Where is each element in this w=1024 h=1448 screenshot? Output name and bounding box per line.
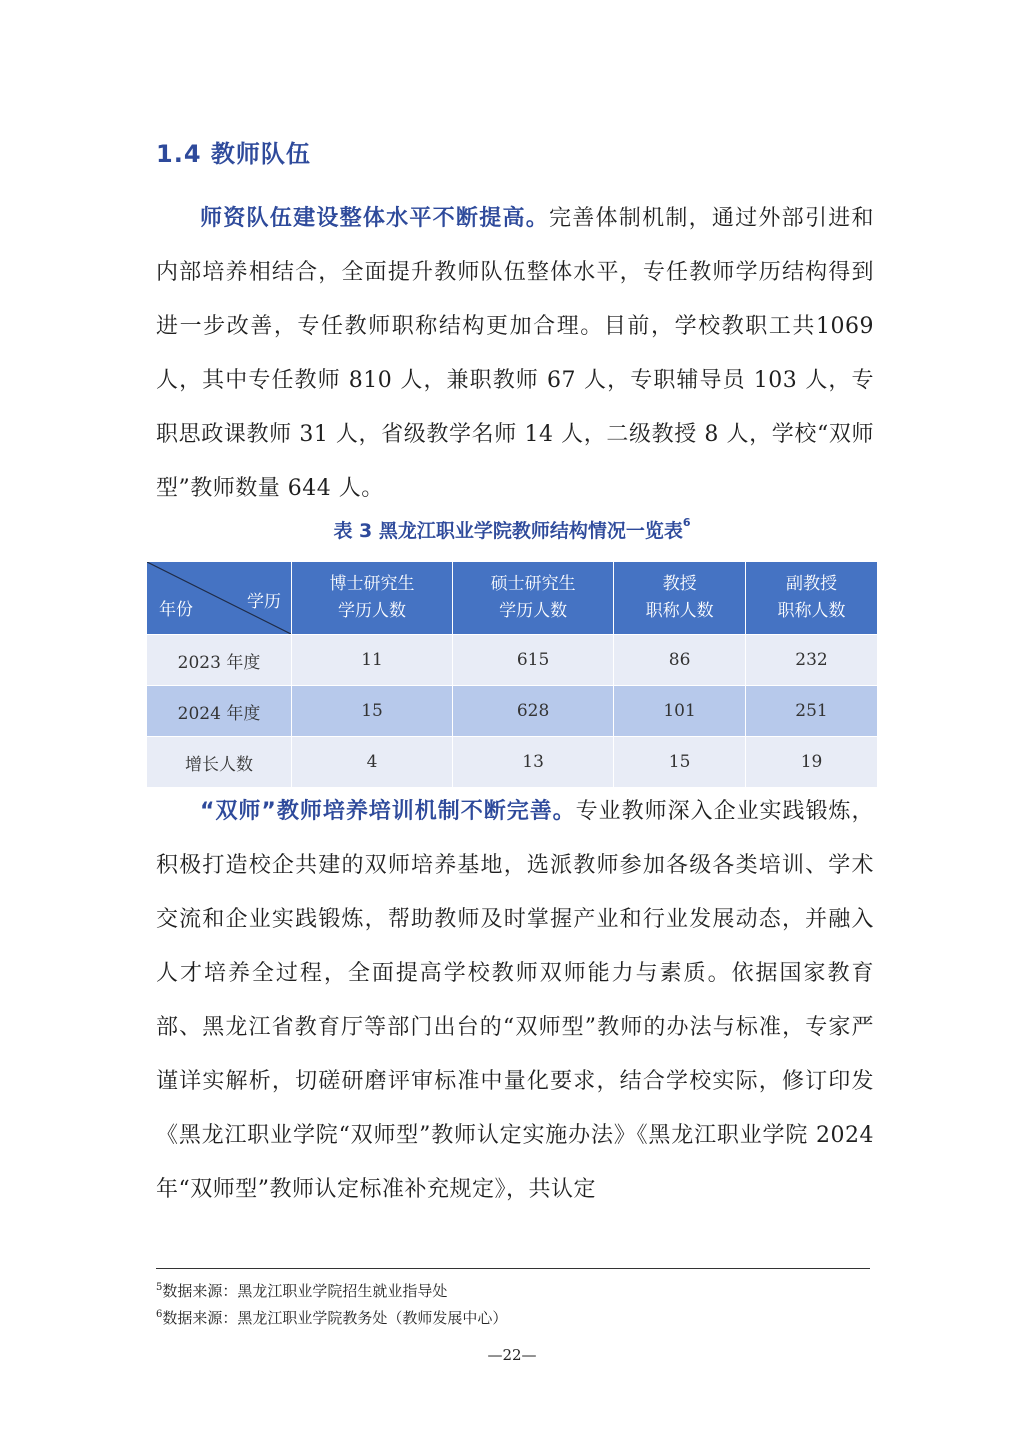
- table-caption-text: 表 3 黑龙江职业学院教师结构情况一览表: [333, 520, 683, 542]
- table-cell: 615: [453, 635, 614, 686]
- footnote-text: 数据来源：黑龙江职业学院教务处（教师发展中心）: [162, 1309, 508, 1327]
- paragraph-body: 专业教师深入企业实践锻炼，积极打造校企共建的双师培养基地，选派教师参加各级各类培训、学术交流和企业实践锻炼，帮助教师及时掌握产业和行业发展动态，并融入人才培养全过程，全面提高学校教师双师能力与素质。依据国家教育部、黑龙江省教育厅等部门出台的“双师型”教师的办法与标准，专家严谨详实解析，切磋研磨评审标准中量化要求，结合学校实际，修订印发《黑龙江职业学院“双师型”教师认定实施办法》《黑龙江职业学院 2024 年“双师型”教师认定标准补充规定》，共认定: [156, 799, 874, 1202]
- footnote-text: 数据来源：黑龙江职业学院招生就业指导处: [162, 1282, 448, 1300]
- footnote-item: [156, 1303, 507, 1330]
- table-cell: 251: [746, 686, 878, 737]
- column-header-line2: 学历人数: [338, 601, 407, 621]
- paragraph-lead: “双师”教师培养培训机制不断完善。: [200, 799, 576, 824]
- column-header: [614, 562, 746, 635]
- table-cell: 19: [746, 737, 878, 788]
- row-label: 2024 年度: [147, 686, 292, 737]
- table-row: [147, 686, 878, 737]
- paragraph-dual-teacher: [156, 785, 874, 1217]
- table-header-row: [147, 562, 878, 635]
- column-header: [453, 562, 614, 635]
- paragraph-teacher-team: [156, 192, 874, 516]
- teacher-structure-table: [146, 561, 878, 788]
- corner-label-year: 年份: [159, 600, 193, 620]
- column-header: [746, 562, 878, 635]
- table-caption: [146, 516, 878, 543]
- table-row: [147, 635, 878, 686]
- column-header-line1: 博士研究生: [329, 574, 415, 594]
- table-cell: 15: [614, 737, 746, 788]
- column-header-line1: 副教授: [786, 574, 838, 594]
- section-title: 1.4 教师队伍: [156, 140, 311, 168]
- row-label: 增长人数: [147, 737, 292, 788]
- table-cell: 11: [292, 635, 453, 686]
- table-cell: 4: [292, 737, 453, 788]
- table-cell: 15: [292, 686, 453, 737]
- row-label: 2023 年度: [147, 635, 292, 686]
- paragraph-lead: 师资队伍建设整体水平不断提高。: [200, 206, 550, 231]
- corner-label-education: 学历: [247, 592, 281, 612]
- page-number: —22—: [487, 1346, 537, 1364]
- footnote-divider: [156, 1268, 870, 1269]
- footnote-item: [156, 1276, 507, 1303]
- footnotes: [156, 1276, 507, 1330]
- footnote-mark: 5: [156, 1282, 163, 1293]
- column-header: [292, 562, 453, 635]
- footnote-ref: 6: [682, 516, 691, 529]
- table-cell: 86: [614, 635, 746, 686]
- table-cell: 628: [453, 686, 614, 737]
- table-cell: 13: [453, 737, 614, 788]
- table-cell: 101: [614, 686, 746, 737]
- column-header-line2: 学历人数: [499, 601, 568, 621]
- footnote-mark: 6: [156, 1309, 163, 1320]
- table-cell: 232: [746, 635, 878, 686]
- column-header-line2: 职称人数: [645, 601, 714, 621]
- paragraph-body: 完善体制机制，通过外部引进和内部培养相结合，全面提升教师队伍整体水平，专任教师学历结构得到进一步改善，专任教师职称结构更加合理。目前，学校教职工共1069 人，其中专任教师 810 人，兼职教师 67 人，专职辅导员 103 人，专职思政课教师 31 人，省级教学名师 14 人，二级教授 8 人，学校“双师型”教师数量 644 人。: [156, 206, 874, 501]
- column-header-line1: 硕士研究生: [490, 574, 576, 594]
- column-header-line2: 职称人数: [777, 601, 846, 621]
- column-header-line1: 教授: [662, 574, 697, 594]
- table-corner-cell: [147, 562, 292, 635]
- table-row: [147, 737, 878, 788]
